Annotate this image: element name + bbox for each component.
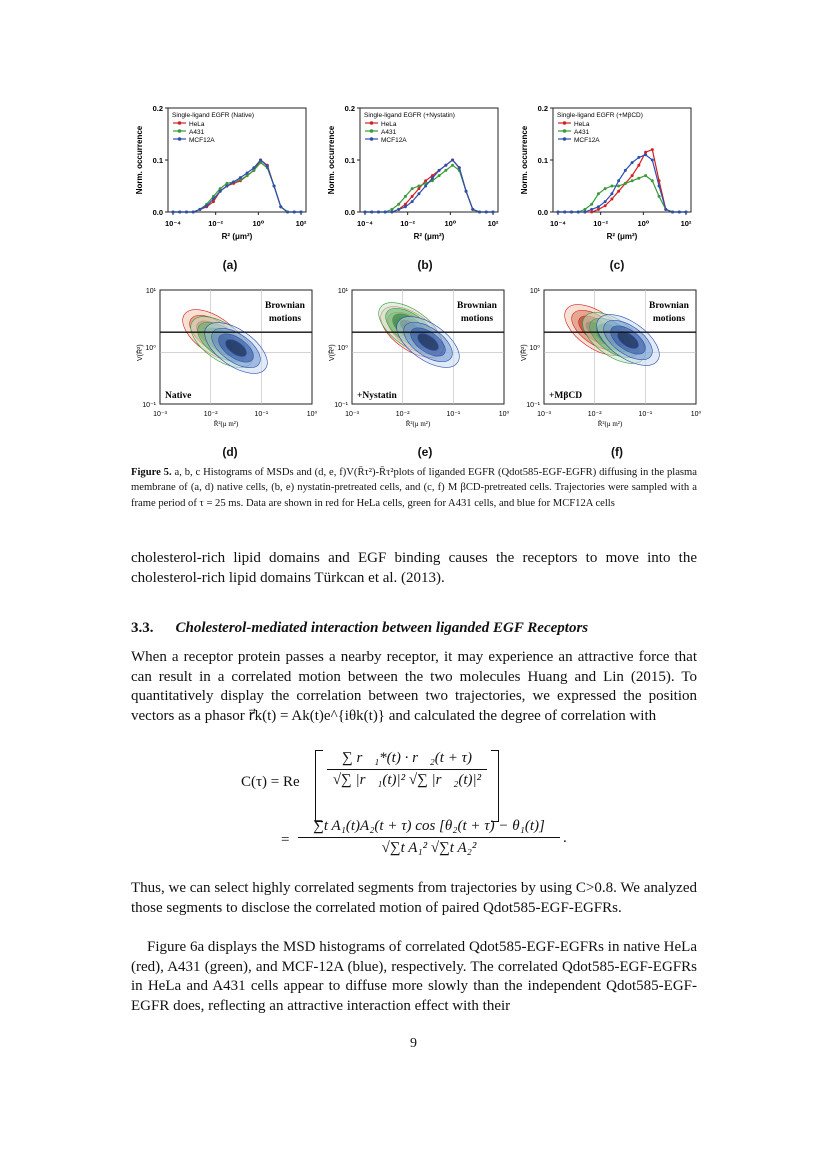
data-point: [286, 211, 289, 214]
y-tick-label: 10⁰: [529, 345, 540, 352]
y-tick-label: 0.2: [344, 104, 355, 113]
data-point: [397, 203, 400, 206]
fraction-2: [298, 818, 560, 857]
data-point: [604, 187, 607, 190]
data-point: [384, 211, 387, 214]
data-point: [631, 161, 634, 164]
data-point: [644, 174, 647, 177]
data-point: [225, 185, 228, 188]
data-point: [259, 159, 262, 162]
fraction-1-numerator: ∑ r⃗₁*(t) · r⃗₂(t + τ): [342, 750, 472, 766]
data-point: [438, 174, 441, 177]
data-point: [438, 169, 441, 172]
caption-text: a, b, c Histograms of MSDs and (d, e, f)V(R̄τ²)-R̄τ²plots of liganded EGFR (Qdot585-EGF-EGFR) diffusing in the plasma membrane of (a, d) native cells, (b, e) nystatin-pretreated cells, and (c, f) M βCD-pretreated cells. Trajectories were sampled with a frame period of τ = 25 ms. Data are shown in red for HeLa cells, green for A431 cells, and blue for MCF12A cells: [131, 467, 697, 509]
data-point: [478, 211, 481, 214]
data-point: [651, 159, 654, 162]
x-tick-label: 10⁻²: [587, 411, 602, 418]
histogram-panel-c: [520, 104, 692, 241]
phasor-panel-d: [136, 288, 318, 428]
data-point: [651, 148, 654, 151]
x-axis-label: R² (μm²): [413, 232, 445, 241]
data-point: [597, 208, 600, 211]
data-point: [246, 172, 249, 175]
x-axis-label: R̄²(μ m²): [597, 420, 623, 428]
data-point: [610, 198, 613, 201]
section-title: Cholesterol-mediated interaction between liganded EGF Receptors: [175, 620, 589, 636]
y-tick-label: 0.0: [344, 208, 355, 217]
data-point: [624, 169, 627, 172]
y-tick-label: 10¹: [529, 288, 540, 295]
data-point: [644, 151, 647, 154]
data-point: [671, 211, 674, 214]
data-point: [444, 169, 447, 172]
paragraph-2: When a receptor protein passes a nearby receptor, it may experience an attractive force that can result in a correlated motion between the two molecules Huang and Lin (2015). To quantitatively display the correlation between two trajectories, we expressed the position vectors as a phasor r⃗k(t) = Ak(t)e^{iθk(t)} and calculated the degree of correlation with: [131, 649, 697, 724]
histogram-panel-b: [327, 104, 499, 241]
data-point: [212, 198, 215, 201]
y-tick-label: 10⁰: [145, 345, 156, 352]
paragraph-3: Thus, we can select highly correlated segments from trajectories by using C>0.8. We analyzed those segments to disclose the correlated motion of paired Qdot585-EGF-EGFRs.: [131, 880, 697, 916]
x-tick-label: 10⁻¹: [638, 411, 653, 418]
data-point: [604, 200, 607, 203]
data-point: [192, 211, 195, 214]
brownian-label: Brownian: [649, 301, 689, 311]
data-point: [597, 192, 600, 195]
x-tick-label: 10⁰: [690, 411, 702, 418]
fraction-2-denominator: √∑t A₁² √∑t A₂²: [381, 840, 477, 856]
x-tick-label: 10⁻⁴: [164, 219, 182, 228]
y-axis-label: V(R̄²): [329, 344, 336, 362]
data-point: [590, 203, 593, 206]
legend-title: Single-ligand EGFR (+MβCD): [557, 112, 643, 119]
legend-entry: HeLa: [189, 121, 205, 128]
data-point: [617, 185, 620, 188]
panel-label-e: (e): [417, 445, 433, 459]
panel-label-d: (d): [222, 445, 238, 459]
data-point: [300, 211, 303, 214]
x-axis-label: R̄²(μ m²): [213, 420, 239, 428]
y-tick-label: 0.1: [537, 156, 548, 165]
bracket-left: [315, 750, 323, 822]
data-point: [232, 180, 235, 183]
legend-entry: HeLa: [574, 121, 590, 128]
data-point: [364, 211, 367, 214]
x-axis-label: R² (μm²): [221, 232, 253, 241]
data-point: [597, 205, 600, 208]
data-point: [178, 211, 181, 214]
phasor-panel-e: [328, 288, 510, 428]
page-number: 9: [410, 1036, 417, 1051]
x-tick-label: 10⁰: [444, 219, 457, 228]
data-point: [557, 211, 560, 214]
data-point: [631, 179, 634, 182]
data-point: [590, 208, 593, 211]
histogram-panel-a: [135, 104, 307, 241]
panel-label-c: (c): [609, 258, 625, 272]
histogram-series-HeLa: [558, 150, 686, 212]
data-point: [451, 164, 454, 167]
data-point: [431, 177, 434, 180]
fraction-1-bar: [327, 769, 487, 770]
histogram-series-HeLa: [365, 160, 493, 212]
x-tick-label: 10⁻²: [395, 411, 410, 418]
equation-period: .: [563, 830, 567, 846]
data-point: [658, 195, 661, 198]
data-point: [658, 185, 661, 188]
x-tick-label: 10⁰: [498, 411, 510, 418]
x-tick-label: 10⁻¹: [446, 411, 461, 418]
section-heading: [131, 620, 697, 637]
data-point: [404, 205, 407, 208]
data-point: [417, 187, 420, 190]
data-point: [471, 208, 474, 211]
data-point: [610, 185, 613, 188]
legend-title: Single-ligand EGFR (Native): [172, 112, 255, 119]
legend-marker: [563, 129, 567, 133]
data-point: [252, 166, 255, 169]
legend-entry: A431: [574, 129, 590, 136]
data-point: [631, 174, 634, 177]
figure-caption: [131, 465, 697, 511]
y-tick-label: 0.0: [537, 208, 548, 217]
y-tick-label: 0.1: [152, 156, 163, 165]
y-tick-label: 0.2: [152, 104, 163, 113]
data-point: [590, 211, 593, 214]
data-point: [411, 187, 414, 190]
data-point: [604, 204, 607, 207]
y-tick-label: 10⁻¹: [142, 402, 156, 409]
data-point: [377, 211, 380, 214]
data-point: [458, 166, 461, 169]
fraction-2-bar: [298, 837, 560, 838]
data-point: [577, 211, 580, 214]
x-tick-label: 10²: [295, 219, 307, 228]
y-axis-label: Norm. occurrence: [135, 125, 144, 195]
data-point: [424, 179, 427, 182]
histogram-series-MCF12A: [365, 160, 493, 212]
equation-block: [131, 750, 697, 870]
y-axis-label: V(R̄²): [137, 344, 144, 362]
condition-label: +MβCD: [549, 391, 583, 401]
data-point: [465, 190, 468, 193]
legend-entry: A431: [189, 129, 205, 136]
data-point: [404, 195, 407, 198]
data-point: [570, 211, 573, 214]
histogram-series-A431: [558, 176, 686, 212]
data-point: [390, 208, 393, 211]
x-tick-label: 10⁻³: [345, 411, 359, 418]
x-tick-label: 10⁻⁴: [356, 219, 374, 228]
data-point: [583, 211, 586, 214]
brownian-label: Brownian: [265, 301, 305, 311]
data-point: [637, 177, 640, 180]
data-point: [451, 159, 454, 162]
fraction-1-denominator: √∑ |r⃗₁(t)|² √∑ |r⃗₂(t)|²: [332, 772, 482, 788]
data-point: [610, 192, 613, 195]
x-tick-label: 10⁻³: [537, 411, 551, 418]
x-axis-label: R² (μm²): [606, 232, 638, 241]
condition-label: +Nystatin: [357, 391, 397, 401]
legend-marker: [178, 121, 182, 125]
x-tick-label: 10²: [487, 219, 499, 228]
data-point: [293, 211, 296, 214]
y-tick-label: 10⁻¹: [526, 402, 540, 409]
histogram-series-MCF12A: [173, 160, 301, 212]
motions-label: motions: [268, 314, 302, 324]
figure-5: [120, 98, 710, 460]
bracket-right: [491, 750, 499, 822]
legend-marker: [563, 137, 567, 141]
motions-label: motions: [652, 314, 686, 324]
data-point: [225, 182, 228, 185]
y-tick-label: 0.0: [152, 208, 163, 217]
legend-marker: [370, 121, 374, 125]
x-tick-label: 10⁻⁴: [549, 219, 567, 228]
fraction-1: [327, 750, 487, 789]
data-point: [411, 200, 414, 203]
y-tick-label: 0.1: [344, 156, 355, 165]
x-tick-label: 10⁰: [306, 411, 318, 418]
data-point: [644, 153, 647, 156]
y-tick-label: 10¹: [337, 288, 348, 295]
x-tick-label: 10²: [680, 219, 692, 228]
x-tick-label: 10⁻²: [208, 219, 224, 228]
data-point: [273, 185, 276, 188]
data-point: [664, 208, 667, 211]
data-point: [685, 211, 688, 214]
data-point: [417, 192, 420, 195]
data-point: [417, 185, 420, 188]
data-point: [492, 211, 495, 214]
data-point: [397, 208, 400, 211]
legend-entry: MCF12A: [189, 137, 215, 144]
x-tick-label: 10⁰: [637, 219, 650, 228]
data-point: [239, 176, 242, 179]
data-point: [390, 211, 393, 214]
y-tick-label: 10⁰: [337, 345, 348, 352]
data-point: [617, 179, 620, 182]
data-point: [617, 190, 620, 193]
legend-entry: HeLa: [381, 121, 397, 128]
section-number: 3.3.: [131, 620, 154, 636]
data-point: [485, 211, 488, 214]
legend-entry: MCF12A: [381, 137, 407, 144]
legend-marker: [370, 137, 374, 141]
legend-marker: [178, 129, 182, 133]
data-point: [651, 179, 654, 182]
x-tick-label: 10⁰: [252, 219, 265, 228]
y-axis-label: V(R̄²): [521, 344, 528, 362]
equation-lhs: C(τ) = Re: [241, 774, 300, 790]
data-point: [172, 211, 175, 214]
legend-entry: MCF12A: [574, 137, 600, 144]
data-point: [279, 205, 282, 208]
data-point: [205, 204, 208, 207]
data-point: [246, 174, 249, 177]
paragraph-4: Figure 6a displays the MSD histograms of correlated Qdot585-EGF-EGFRs in native HeLa (red), A431 (green), and MCF-12A (blue), respectively. The correlated Qdot585-EGF-EGFRs in HeLa and A431 cells appear to diffuse more slowly than the independent Qdot585-EGF-EGFR does, reflecting an attractive interaction effect with their: [131, 939, 697, 1014]
data-point: [637, 156, 640, 159]
histogram-series-A431: [365, 165, 493, 212]
histogram-series-A431: [173, 163, 301, 212]
data-point: [444, 164, 447, 167]
brownian-label: Brownian: [457, 301, 497, 311]
histogram-series-HeLa: [173, 160, 301, 212]
legend-marker: [178, 137, 182, 141]
legend-marker: [370, 129, 374, 133]
panel-label-a: (a): [222, 258, 238, 272]
y-tick-label: 10⁻¹: [334, 402, 348, 409]
data-point: [678, 211, 681, 214]
paragraph-1: cholesterol-rich lipid domains and EGF binding causes the receptors to move into the cholesterol-rich lipid domains Türkcan et al. (2013).: [131, 550, 697, 586]
x-tick-label: 10⁻²: [400, 219, 416, 228]
x-axis-label: R̄²(μ m²): [405, 420, 431, 428]
data-point: [198, 208, 201, 211]
data-point: [185, 211, 188, 214]
equals-sign: =: [281, 832, 290, 848]
legend-title: Single-ligand EGFR (+Nystatin): [364, 112, 455, 119]
y-axis-label: Norm. occurrence: [520, 125, 529, 195]
histogram-series-MCF12A: [558, 155, 686, 212]
data-point: [637, 164, 640, 167]
y-axis-label: Norm. occurrence: [327, 125, 336, 195]
y-tick-label: 10¹: [145, 288, 156, 295]
y-tick-label: 0.2: [537, 104, 548, 113]
fraction-2-numerator: ∑t A₁(t)A₂(t + τ) cos [θ₂(t + τ) − θ₁(t)]: [313, 818, 545, 834]
data-point: [424, 185, 427, 188]
panel-label-f: (f): [611, 445, 623, 459]
x-tick-label: 10⁻²: [203, 411, 218, 418]
caption-label: Figure 5.: [131, 467, 172, 478]
data-point: [563, 211, 566, 214]
data-point: [624, 182, 627, 185]
data-point: [411, 195, 414, 198]
condition-label: Native: [165, 391, 192, 401]
data-point: [583, 208, 586, 211]
phasor-panel-f: [520, 288, 702, 428]
data-point: [370, 211, 373, 214]
data-point: [219, 190, 222, 193]
panel-label-b: (b): [417, 258, 433, 272]
x-tick-label: 10⁻³: [153, 411, 167, 418]
x-tick-label: 10⁻¹: [254, 411, 269, 418]
data-point: [266, 165, 269, 168]
legend-entry: A431: [381, 129, 397, 136]
motions-label: motions: [460, 314, 494, 324]
legend-marker: [563, 121, 567, 125]
x-tick-label: 10⁻²: [593, 219, 609, 228]
